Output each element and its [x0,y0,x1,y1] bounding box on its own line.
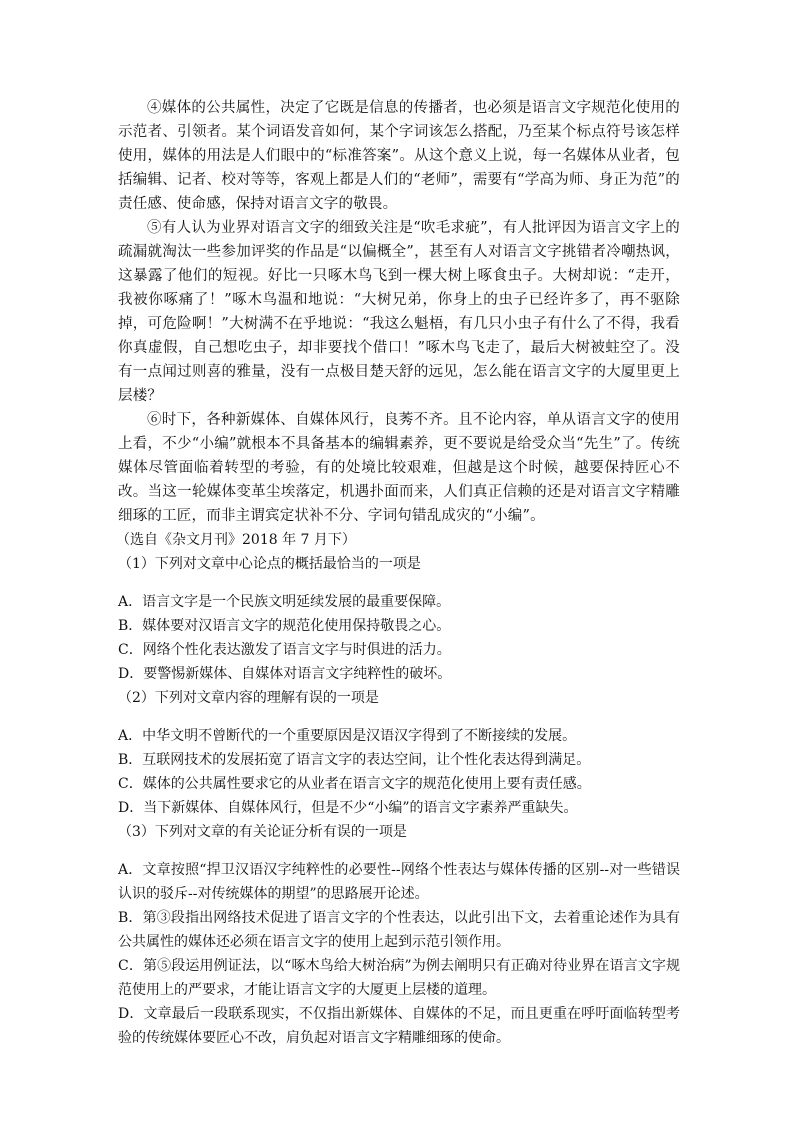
question-2 [118,686,680,820]
question-stem: （3）下列对文章的有关论证分析有误的一项是 [118,824,407,840]
option-b: B．第③段指出网络技术促进了语言文字的个性表达，以此引出下文，去着重论述作为具有公共属性的媒体还必须在语言文字的使用上起到示范引领作用。 [118,910,680,950]
option-b: B．互联网技术的发展拓宽了语言文字的表达空间，让个性化表达得到满足。 [118,752,591,768]
question-stem: （2）下列对文章内容的理解有误的一项是 [118,690,379,706]
document-page [118,96,680,1050]
option-b: B．媒体要对汉语言文字的规范化使用保持敬畏之心。 [118,618,451,634]
option-d: D．文章最后一段联系现实，不仅指出新媒体、自媒体的不足，而且更重在呼吁面临转型考验的传统媒体要匠心不改，肩负起对语言文字精雕细琢的使命。 [118,1006,680,1046]
option-c: C．第⑤段运用例证法，以“啄木鸟给大树治病”为例去阐明只有正确对待业界在语言文字规范使用上的严要求，才能让语言文字的大厦更上层楼的道理。 [118,958,680,998]
option-a: A．中华文明不曾断代的一个重要原因是汉语汉字得到了不断接续的发展。 [118,728,577,744]
question-1 [118,552,680,686]
option-c: C．媒体的公共属性要求它的从业者在语言文字的规范化使用上要有责任感。 [118,776,591,792]
option-a: A．文章按照“捍卫汉语汉字纯粹性的必要性--网络个性表达与媒体传播的区别--对一些错误认识的驳斥--对传统媒体的期望”的思路展开论述。 [118,862,680,902]
option-d: D．当下新媒体、自媒体风行，但是不少“小编”的语言文字素养严重缺失。 [118,800,578,816]
question-3 [118,820,680,1050]
question-stem: （1）下列对文章中心论点的概括最恰当的一项是 [118,556,421,572]
source-citation: （选自《杂文月刊》2018 年 7 月下） [116,532,356,548]
paragraph-5: ⑤有人认为业界对语言文字的细致关注是“吹毛求疵”，有人批评因为语言文字上的疏漏就淘汰一些参加评奖的作品是“以偏概全”，甚至有人对语言文字挑错者冷嘲热讽，这暴露了他们的短视。好比一只啄木鸟飞到一棵大树上啄食虫子。大树却说：“走开，我被你啄痛了！”啄木鸟温和地说：“大树兄弟，你身上的虫子已经许多了，再不驱除掉，可危险啊！”大树满不在乎地说：“我这么魁梧，有几只小虫子有什么了不得，我看你真虚假，自己想吃虫子，却非要找个借口！”啄木鸟飞走了，最后大树被蛀空了。没有一点闻过则喜的雅量，没有一点极目楚天舒的远见，怎么能在语言文字的大厦里更上层楼？ [118,220,680,404]
option-c: C．网络个性化表达激发了语言文字与时俱进的活力。 [118,642,451,658]
option-d: D．要警惕新媒体、自媒体对语言文字纯粹性的破坏。 [118,666,452,682]
paragraph-4: ④媒体的公共属性，决定了它既是信息的传播者，也必须是语言文字规范化使用的示范者、引领者。某个词语发音如何，某个字词该怎么搭配，乃至某个标点符号该怎样使用，媒体的用法是人们眼中的“标准答案”。从这个意义上说，每一名媒体从业者，包括编辑、记者、校对等等，客观上都是人们的“老师”，需要有“学高为师、身正为范”的责任感、使命感，保持对语言文字的敬畏。 [118,100,680,212]
option-a: A．语言文字是一个民族文明延续发展的最重要保障。 [118,594,451,610]
paragraph-6: ⑥时下，各种新媒体、自媒体风行，良莠不齐。且不论内容，单从语言文字的使用上看，不少“小编”就根本不具备基本的编辑素养，更不要说是给受众当“先生”了。传统媒体尽管面临着转型的考验，有的处境比较艰难，但越是这个时候，越要保持匠心不改。当这一轮媒体变革尘埃落定，机遇扑面而来，人们真正信赖的还是对语言文字精雕细琢的工匠，而非主谓宾定状补不分、字词句错乱成灾的“小编”。 [118,412,680,524]
